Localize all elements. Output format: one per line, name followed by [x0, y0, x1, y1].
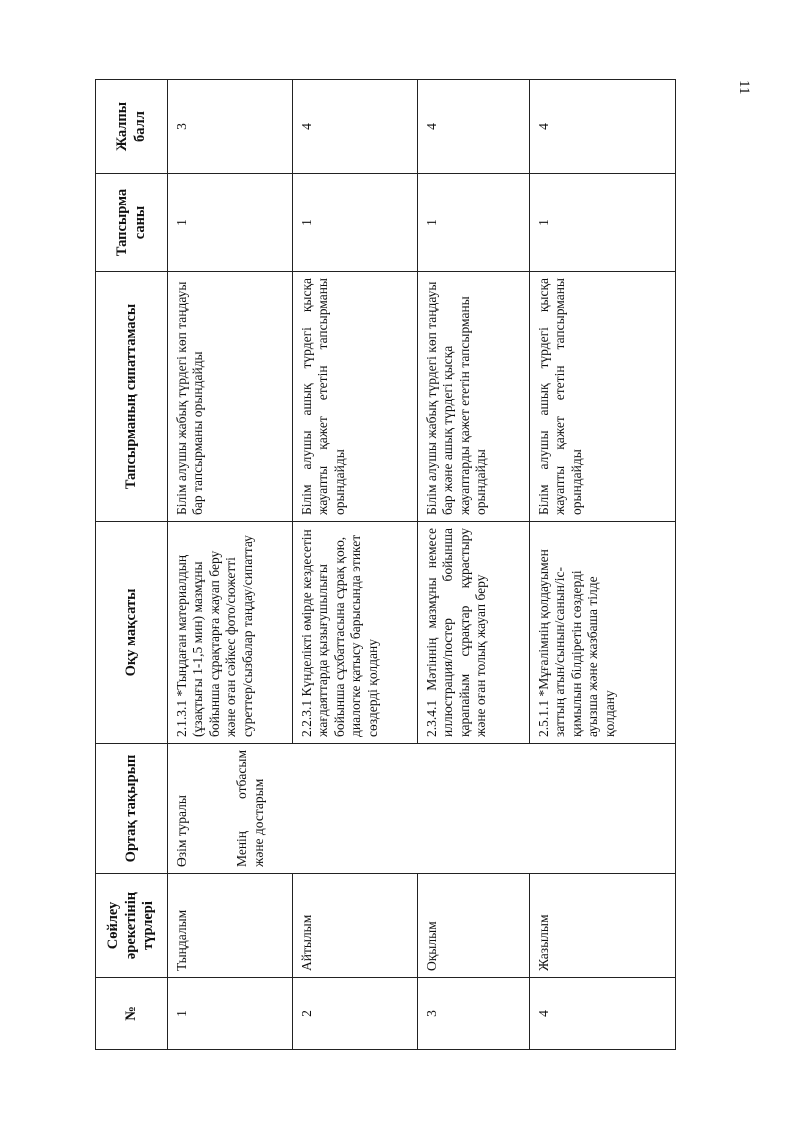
cell-speech-type: Оқылым: [418, 874, 530, 978]
cell-speech-type: Тыңдалым: [168, 874, 293, 978]
header-learning-objective: Оқу мақсаты: [96, 522, 168, 744]
table-row: [530, 80, 676, 1050]
cell-speech-type: Жазылым: [530, 874, 676, 978]
table-header-row: [96, 80, 168, 1050]
cell-objective: 2.5.1.1 *Мұғалімнің қолдауымен заттың атын/сынын/санын/іс-қимылын білдіретін сөздерді ауызша және жазбаша тілде қолдану: [530, 522, 676, 744]
header-speech-type: Сөйлеу әрекетінің түрлері: [96, 874, 168, 978]
topic-line-2: Менің отбасым және достарым: [234, 750, 266, 867]
cell-total-score: 3: [168, 80, 293, 174]
cell-total-score: 4: [418, 80, 530, 174]
header-task-description: Тапсырманың сипаттамасы: [96, 272, 168, 522]
cell-task-count: 1: [293, 174, 418, 272]
cell-objective: 2.2.3.1 Күнделікті өмірде кездесетін жағдаяттарда қызығушылығы бойынша сұхбаттасына сұрақ қою, диалогке қатысу барысында этикет сөздерді қолдану: [293, 522, 418, 744]
cell-common-topic: [168, 744, 676, 874]
cell-no: 3: [418, 978, 530, 1050]
cell-total-score: 4: [293, 80, 418, 174]
cell-speech-type: Айтылым: [293, 874, 418, 978]
header-common-topic: Ортақ тақырып: [96, 744, 168, 874]
cell-no: 4: [530, 978, 676, 1050]
cell-description: Білім алушы ашық түрдегі қысқа жауапты қажет ететін тапсырманы орындайды: [293, 272, 418, 522]
header-no: №: [96, 978, 168, 1050]
table-row: [293, 80, 418, 1050]
cell-objective: 2.3.4.1 Мәтіннің мазмұны немесе иллюстрация/постер бойынша қарапайым сұрақтар құрастыру және оған толық жауап беру: [418, 522, 530, 744]
cell-task-count: 1: [530, 174, 676, 272]
cell-description: Білім алушы жабық түрдегі көп таңдауы бар тапсырманы орындайды: [168, 272, 293, 522]
table-row: [168, 80, 293, 1050]
assessment-table: [95, 79, 676, 1050]
header-total-score: Жалпы балл: [96, 80, 168, 174]
cell-no: 2: [293, 978, 418, 1050]
cell-task-count: 1: [418, 174, 530, 272]
table-row: [418, 80, 530, 1050]
cell-no: 1: [168, 978, 293, 1050]
cell-total-score: 4: [530, 80, 676, 174]
cell-description: Білім алушы ашық түрдегі қысқа жауапты қажет ететін тапсырманы орындайды: [530, 272, 676, 522]
page-number: 11: [736, 80, 752, 95]
cell-description: Білім алушы жабық түрдегі көп таңдауы бар және ашық түрдегі қысқа жауаптарды қажет ететін тапсырманы орындайды: [418, 272, 530, 522]
cell-objective: 2.1.3.1 *Тыңдаған материалдың (ұзақтығы 1-1,5 мин) мазмұны бойынша сұрақтарға жауап беру және оған сәйкес фото/сюжетті суреттер/сызбалар таңдау/сипаттау: [168, 522, 293, 744]
assessment-table-container: [95, 80, 675, 1050]
header-task-count: Тапсырма саны: [96, 174, 168, 272]
topic-line-1: Өзім туралы: [174, 795, 189, 867]
cell-task-count: 1: [168, 174, 293, 272]
